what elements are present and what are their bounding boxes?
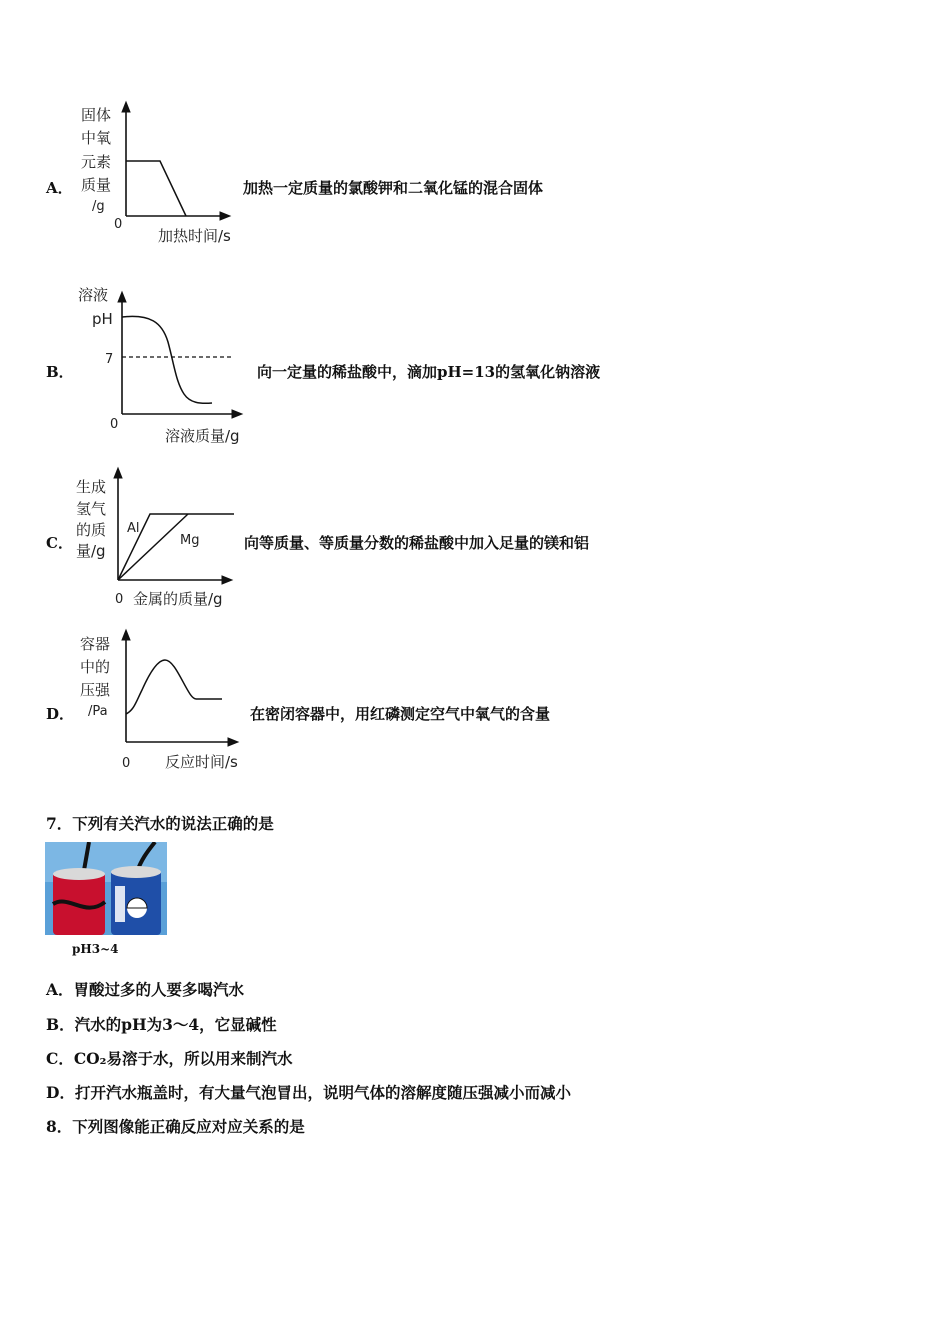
graph-a-ylabel-2: 中氧 xyxy=(81,129,112,147)
graph-c-xlabel: 金属的质量/g xyxy=(133,590,223,608)
graph-a-curve xyxy=(126,161,186,216)
graph-a xyxy=(70,98,250,248)
graph-a-origin: 0 xyxy=(114,217,123,232)
option-c-letter: C． xyxy=(46,534,73,552)
graph-d-curve xyxy=(126,660,222,714)
graph-a-x-arrow xyxy=(220,212,230,220)
graph-d xyxy=(70,622,260,777)
graph-b-ylabel-2: pH xyxy=(92,310,113,328)
option-a-letter: A． xyxy=(46,179,73,197)
graph-c-ylabel-2: 氢气 xyxy=(76,500,107,518)
graph-c-x-arrow xyxy=(222,576,232,584)
graph-d-y-arrow xyxy=(122,630,130,640)
question-7-option-b: B．汽水的pH为3～4，它显碱性 xyxy=(46,1015,277,1034)
question-7-option-a: A．胃酸过多的人要多喝汽水 xyxy=(46,980,245,999)
option-b-letter: B． xyxy=(46,363,74,381)
graph-d-ylabel-4: /Pa xyxy=(88,704,108,719)
graph-a-ylabel-5: /g xyxy=(92,199,105,214)
graph-b-x-arrow xyxy=(232,410,242,418)
graph-c-origin: 0 xyxy=(115,592,124,607)
graph-c-ylabel-4: 量/g xyxy=(76,542,106,560)
graph-c-label-mg: Mg xyxy=(180,533,200,548)
question-7-option-d: D．打开汽水瓶盖时，有大量气泡冒出，说明气体的溶解度随压强减小而减小 xyxy=(46,1083,571,1102)
graph-c-label-al: Al xyxy=(127,521,140,536)
option-b-text: 向一定量的稀盐酸中，滴加pH=13的氢氧化钠溶液 xyxy=(257,363,601,381)
graph-b-tick-7: 7 xyxy=(105,352,114,367)
graph-c-ylabel-1: 生成 xyxy=(76,478,107,496)
graph-d-origin: 0 xyxy=(122,756,131,771)
graph-a-ylabel-1: 固体 xyxy=(81,106,112,124)
graph-b-xlabel: 溶液质量/g xyxy=(165,427,240,445)
graph-d-x-arrow xyxy=(228,738,238,746)
photo-caption: pH3~4 xyxy=(72,942,119,956)
graph-b-ylabel-1: 溶液 xyxy=(78,286,109,304)
graph-b xyxy=(70,282,260,447)
graph-b-y-arrow xyxy=(118,292,126,302)
graph-d-ylabel-1: 容器 xyxy=(80,635,111,653)
graph-c xyxy=(70,462,250,612)
option-a-text: 加热一定质量的氯酸钾和二氧化锰的混合固体 xyxy=(243,179,544,197)
graph-b-curve xyxy=(122,316,212,403)
option-d-letter: D． xyxy=(46,705,75,723)
graph-d-ylabel-2: 中的 xyxy=(80,658,111,676)
graph-c-y-arrow xyxy=(114,468,122,478)
graph-a-xlabel: 加热时间/s xyxy=(158,227,231,245)
graph-d-ylabel-3: 压强 xyxy=(80,681,111,699)
graph-c-ylabel-3: 的质 xyxy=(76,521,107,539)
graph-b-origin: 0 xyxy=(110,417,119,432)
graph-d-xlabel: 反应时间/s xyxy=(165,753,238,771)
question-7-title: 7．下列有关汽水的说法正确的是 xyxy=(46,814,274,833)
graph-a-ylabel-4: 质量 xyxy=(81,176,112,194)
soda-cans-photo xyxy=(45,842,167,935)
question-8-title: 8．下列图像能正确反应对应关系的是 xyxy=(46,1117,305,1136)
graph-a-y-arrow xyxy=(122,102,130,112)
option-c-text: 向等质量、等质量分数的稀盐酸中加入足量的镁和铝 xyxy=(244,534,590,552)
question-7-option-c: C．CO₂易溶于水，所以用来制汽水 xyxy=(46,1049,293,1068)
graph-a-ylabel-3: 元素 xyxy=(81,153,112,171)
option-d-text: 在密闭容器中，用红磷测定空气中氧气的含量 xyxy=(250,705,551,723)
